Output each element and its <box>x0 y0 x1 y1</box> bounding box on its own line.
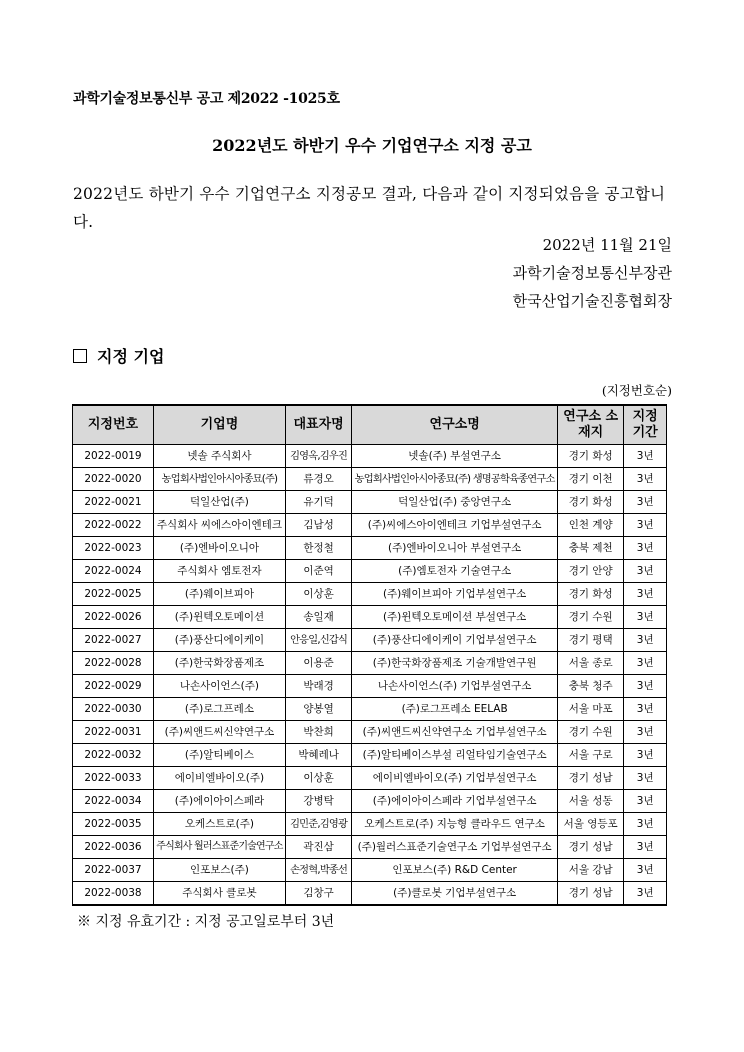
cell-ceo-name: 유기덕 <box>285 491 351 514</box>
cell-period: 3년 <box>624 882 667 906</box>
table-body <box>73 445 667 906</box>
table-row <box>73 445 667 468</box>
cell-ceo-name: 양봉열 <box>285 698 351 721</box>
cell-lab-location: 서울 영등포 <box>557 813 623 836</box>
cell-designation-number: 2022-0032 <box>73 744 154 767</box>
cell-period: 3년 <box>624 675 667 698</box>
cell-lab-name: (주)알티베이스부설 리얼타임기술연구소 <box>352 744 558 767</box>
cell-company-name: (주)엔바이오니아 <box>154 537 286 560</box>
footnote: ※ 지정 유효기간 : 지정 공고일로부터 3년 <box>77 914 335 930</box>
cell-designation-number: 2022-0030 <box>73 698 154 721</box>
table-row <box>73 698 667 721</box>
cell-designation-number: 2022-0027 <box>73 629 154 652</box>
cell-designation-number: 2022-0022 <box>73 514 154 537</box>
cell-lab-name: (주)에이아이스페라 기업부설연구소 <box>352 790 558 813</box>
cell-ceo-name: 류경오 <box>285 468 351 491</box>
cell-period: 3년 <box>624 560 667 583</box>
cell-period: 3년 <box>624 859 667 882</box>
header-lab-location: 연구소 소재지 <box>557 405 623 445</box>
cell-company-name: 주식회사 씨에스아이엔테크 <box>154 514 286 537</box>
cell-lab-name: (주)엔바이오니아 부설연구소 <box>352 537 558 560</box>
cell-company-name: 에이비엘바이오(주) <box>154 767 286 790</box>
cell-lab-location: 서울 강남 <box>557 859 623 882</box>
cell-lab-name: (주)엠토전자 기술연구소 <box>352 560 558 583</box>
cell-ceo-name: 이용준 <box>285 652 351 675</box>
cell-designation-number: 2022-0020 <box>73 468 154 491</box>
checkbox-square-icon <box>73 349 87 363</box>
cell-lab-location: 충북 제천 <box>557 537 623 560</box>
header-company-name: 기업명 <box>154 405 286 445</box>
cell-period: 3년 <box>624 836 667 859</box>
notice-date: 2022년 11월 21일 <box>542 236 672 254</box>
cell-lab-location: 경기 수원 <box>557 606 623 629</box>
cell-designation-number: 2022-0021 <box>73 491 154 514</box>
cell-ceo-name: 손정혁,박종선 <box>285 859 351 882</box>
cell-lab-location: 충북 청주 <box>557 675 623 698</box>
section-title: 지정 기업 <box>97 347 165 366</box>
cell-lab-location: 경기 수원 <box>557 721 623 744</box>
cell-lab-name: 농업회사법인아시아종묘(주) 생명공학육종연구소 <box>352 468 558 491</box>
cell-lab-location: 서울 구로 <box>557 744 623 767</box>
cell-lab-name: 나손사이언스(주) 기업부설연구소 <box>352 675 558 698</box>
table-row <box>73 744 667 767</box>
cell-company-name: 농업회사법인아시아종묘(주) <box>154 468 286 491</box>
cell-ceo-name: 김남성 <box>285 514 351 537</box>
header-period: 지정 기간 <box>624 405 667 445</box>
body-text: 2022년도 하반기 우수 기업연구소 지정공모 결과, 다음과 같이 지정되었음을 공고합니다. <box>73 185 666 231</box>
cell-company-name: (주)알티베이스 <box>154 744 286 767</box>
notice-number: 과학기술정보통신부 공고 제2022 -1025호 <box>73 91 340 107</box>
cell-ceo-name: 박래경 <box>285 675 351 698</box>
header-lab-name: 연구소명 <box>352 405 558 445</box>
cell-designation-number: 2022-0033 <box>73 767 154 790</box>
table-row <box>73 813 667 836</box>
table-row <box>73 790 667 813</box>
table-row <box>73 675 667 698</box>
cell-company-name: (주)윈텍오토메이션 <box>154 606 286 629</box>
cell-lab-name: 인포보스(주) R&D Center <box>352 859 558 882</box>
cell-ceo-name: 강병탁 <box>285 790 351 813</box>
designated-companies-table <box>72 404 667 906</box>
cell-period: 3년 <box>624 652 667 675</box>
cell-lab-name: (주)씨앤드씨신약연구소 기업부설연구소 <box>352 721 558 744</box>
section-heading <box>73 344 164 367</box>
cell-designation-number: 2022-0019 <box>73 445 154 468</box>
order-note: (지정번호순) <box>601 383 672 398</box>
cell-period: 3년 <box>624 583 667 606</box>
cell-period: 3년 <box>624 790 667 813</box>
issuer-ministry: 과학기술정보통신부장관 <box>512 264 672 282</box>
cell-ceo-name: 이상훈 <box>285 583 351 606</box>
cell-lab-name: (주)풍산디에이케이 기업부설연구소 <box>352 629 558 652</box>
cell-lab-name: 오케스트로(주) 지능형 클라우드 연구소 <box>352 813 558 836</box>
cell-company-name: (주)웨이브피아 <box>154 583 286 606</box>
cell-period: 3년 <box>624 537 667 560</box>
table-row <box>73 560 667 583</box>
cell-period: 3년 <box>624 606 667 629</box>
cell-lab-name: (주)월러스표준기술연구소 기업부설연구소 <box>352 836 558 859</box>
cell-ceo-name: 박찬희 <box>285 721 351 744</box>
cell-ceo-name: 김민준,김영광 <box>285 813 351 836</box>
cell-ceo-name: 김창구 <box>285 882 351 906</box>
cell-lab-location: 서울 마포 <box>557 698 623 721</box>
cell-lab-name: (주)윈텍오토메이션 부설연구소 <box>352 606 558 629</box>
cell-designation-number: 2022-0038 <box>73 882 154 906</box>
cell-company-name: 넷솔 주식회사 <box>154 445 286 468</box>
cell-period: 3년 <box>624 629 667 652</box>
issuer-association: 한국산업기술진흥협회장 <box>512 292 672 310</box>
cell-period: 3년 <box>624 813 667 836</box>
cell-designation-number: 2022-0037 <box>73 859 154 882</box>
header-designation-number: 지정번호 <box>73 405 154 445</box>
cell-lab-name: (주)클로봇 기업부설연구소 <box>352 882 558 906</box>
table-row <box>73 514 667 537</box>
cell-company-name: (주)씨앤드씨신약연구소 <box>154 721 286 744</box>
cell-ceo-name: 박혜레나 <box>285 744 351 767</box>
cell-lab-location: 경기 성남 <box>557 882 623 906</box>
cell-lab-name: (주)로그프레소 EELAB <box>352 698 558 721</box>
table-row <box>73 859 667 882</box>
cell-company-name: 오케스트로(주) <box>154 813 286 836</box>
cell-designation-number: 2022-0034 <box>73 790 154 813</box>
cell-period: 3년 <box>624 744 667 767</box>
cell-designation-number: 2022-0023 <box>73 537 154 560</box>
cell-period: 3년 <box>624 468 667 491</box>
cell-company-name: (주)로그프레소 <box>154 698 286 721</box>
cell-period: 3년 <box>624 721 667 744</box>
cell-company-name: 주식회사 월러스표준기술연구소 <box>154 836 286 859</box>
cell-lab-location: 서울 성동 <box>557 790 623 813</box>
table-row <box>73 606 667 629</box>
table-header-row <box>73 405 667 445</box>
cell-lab-name: 덕일산업(주) 중앙연구소 <box>352 491 558 514</box>
cell-lab-location: 경기 화성 <box>557 491 623 514</box>
cell-ceo-name: 이준역 <box>285 560 351 583</box>
cell-lab-location: 인천 계양 <box>557 514 623 537</box>
cell-designation-number: 2022-0031 <box>73 721 154 744</box>
table-row <box>73 882 667 906</box>
cell-lab-name: 에이비엘바이오(주) 기업부설연구소 <box>352 767 558 790</box>
cell-company-name: 주식회사 클로봇 <box>154 882 286 906</box>
cell-lab-name: (주)웨이브피아 기업부설연구소 <box>352 583 558 606</box>
table-row <box>73 721 667 744</box>
cell-lab-location: 경기 평택 <box>557 629 623 652</box>
cell-company-name: (주)에이아이스페라 <box>154 790 286 813</box>
cell-period: 3년 <box>624 698 667 721</box>
table-row <box>73 537 667 560</box>
cell-designation-number: 2022-0036 <box>73 836 154 859</box>
cell-ceo-name: 한정철 <box>285 537 351 560</box>
cell-ceo-name: 송일재 <box>285 606 351 629</box>
cell-lab-name: (주)씨에스아이엔테크 기업부설연구소 <box>352 514 558 537</box>
cell-designation-number: 2022-0026 <box>73 606 154 629</box>
table-row <box>73 652 667 675</box>
cell-company-name: (주)풍산디에이케이 <box>154 629 286 652</box>
cell-lab-location: 경기 성남 <box>557 767 623 790</box>
cell-company-name: (주)한국화장품제조 <box>154 652 286 675</box>
cell-ceo-name: 곽진삼 <box>285 836 351 859</box>
cell-ceo-name: 이상훈 <box>285 767 351 790</box>
header-ceo-name: 대표자명 <box>285 405 351 445</box>
cell-company-name: 덕일산업(주) <box>154 491 286 514</box>
cell-lab-location: 경기 화성 <box>557 583 623 606</box>
table-row <box>73 629 667 652</box>
cell-lab-location: 서울 종로 <box>557 652 623 675</box>
cell-period: 3년 <box>624 491 667 514</box>
cell-period: 3년 <box>624 514 667 537</box>
table-row <box>73 491 667 514</box>
cell-designation-number: 2022-0028 <box>73 652 154 675</box>
cell-designation-number: 2022-0024 <box>73 560 154 583</box>
cell-designation-number: 2022-0029 <box>73 675 154 698</box>
cell-designation-number: 2022-0035 <box>73 813 154 836</box>
cell-lab-name: 넷솔(주) 부설연구소 <box>352 445 558 468</box>
cell-period: 3년 <box>624 767 667 790</box>
cell-company-name: 나손사이언스(주) <box>154 675 286 698</box>
cell-company-name: 인포보스(주) <box>154 859 286 882</box>
table-row <box>73 836 667 859</box>
table-row <box>73 583 667 606</box>
cell-ceo-name: 안응일,신갑식 <box>285 629 351 652</box>
cell-lab-location: 경기 이천 <box>557 468 623 491</box>
cell-lab-location: 경기 성남 <box>557 836 623 859</box>
table-row <box>73 767 667 790</box>
cell-lab-location: 경기 안양 <box>557 560 623 583</box>
table-row <box>73 468 667 491</box>
cell-ceo-name: 김영옥,김우진 <box>285 445 351 468</box>
cell-period: 3년 <box>624 445 667 468</box>
cell-lab-location: 경기 화성 <box>557 445 623 468</box>
cell-designation-number: 2022-0025 <box>73 583 154 606</box>
cell-lab-name: (주)한국화장품제조 기술개발연구원 <box>352 652 558 675</box>
cell-company-name: 주식회사 엠토전자 <box>154 560 286 583</box>
page-title: 2022년도 하반기 우수 기업연구소 지정 공고 <box>212 136 532 155</box>
